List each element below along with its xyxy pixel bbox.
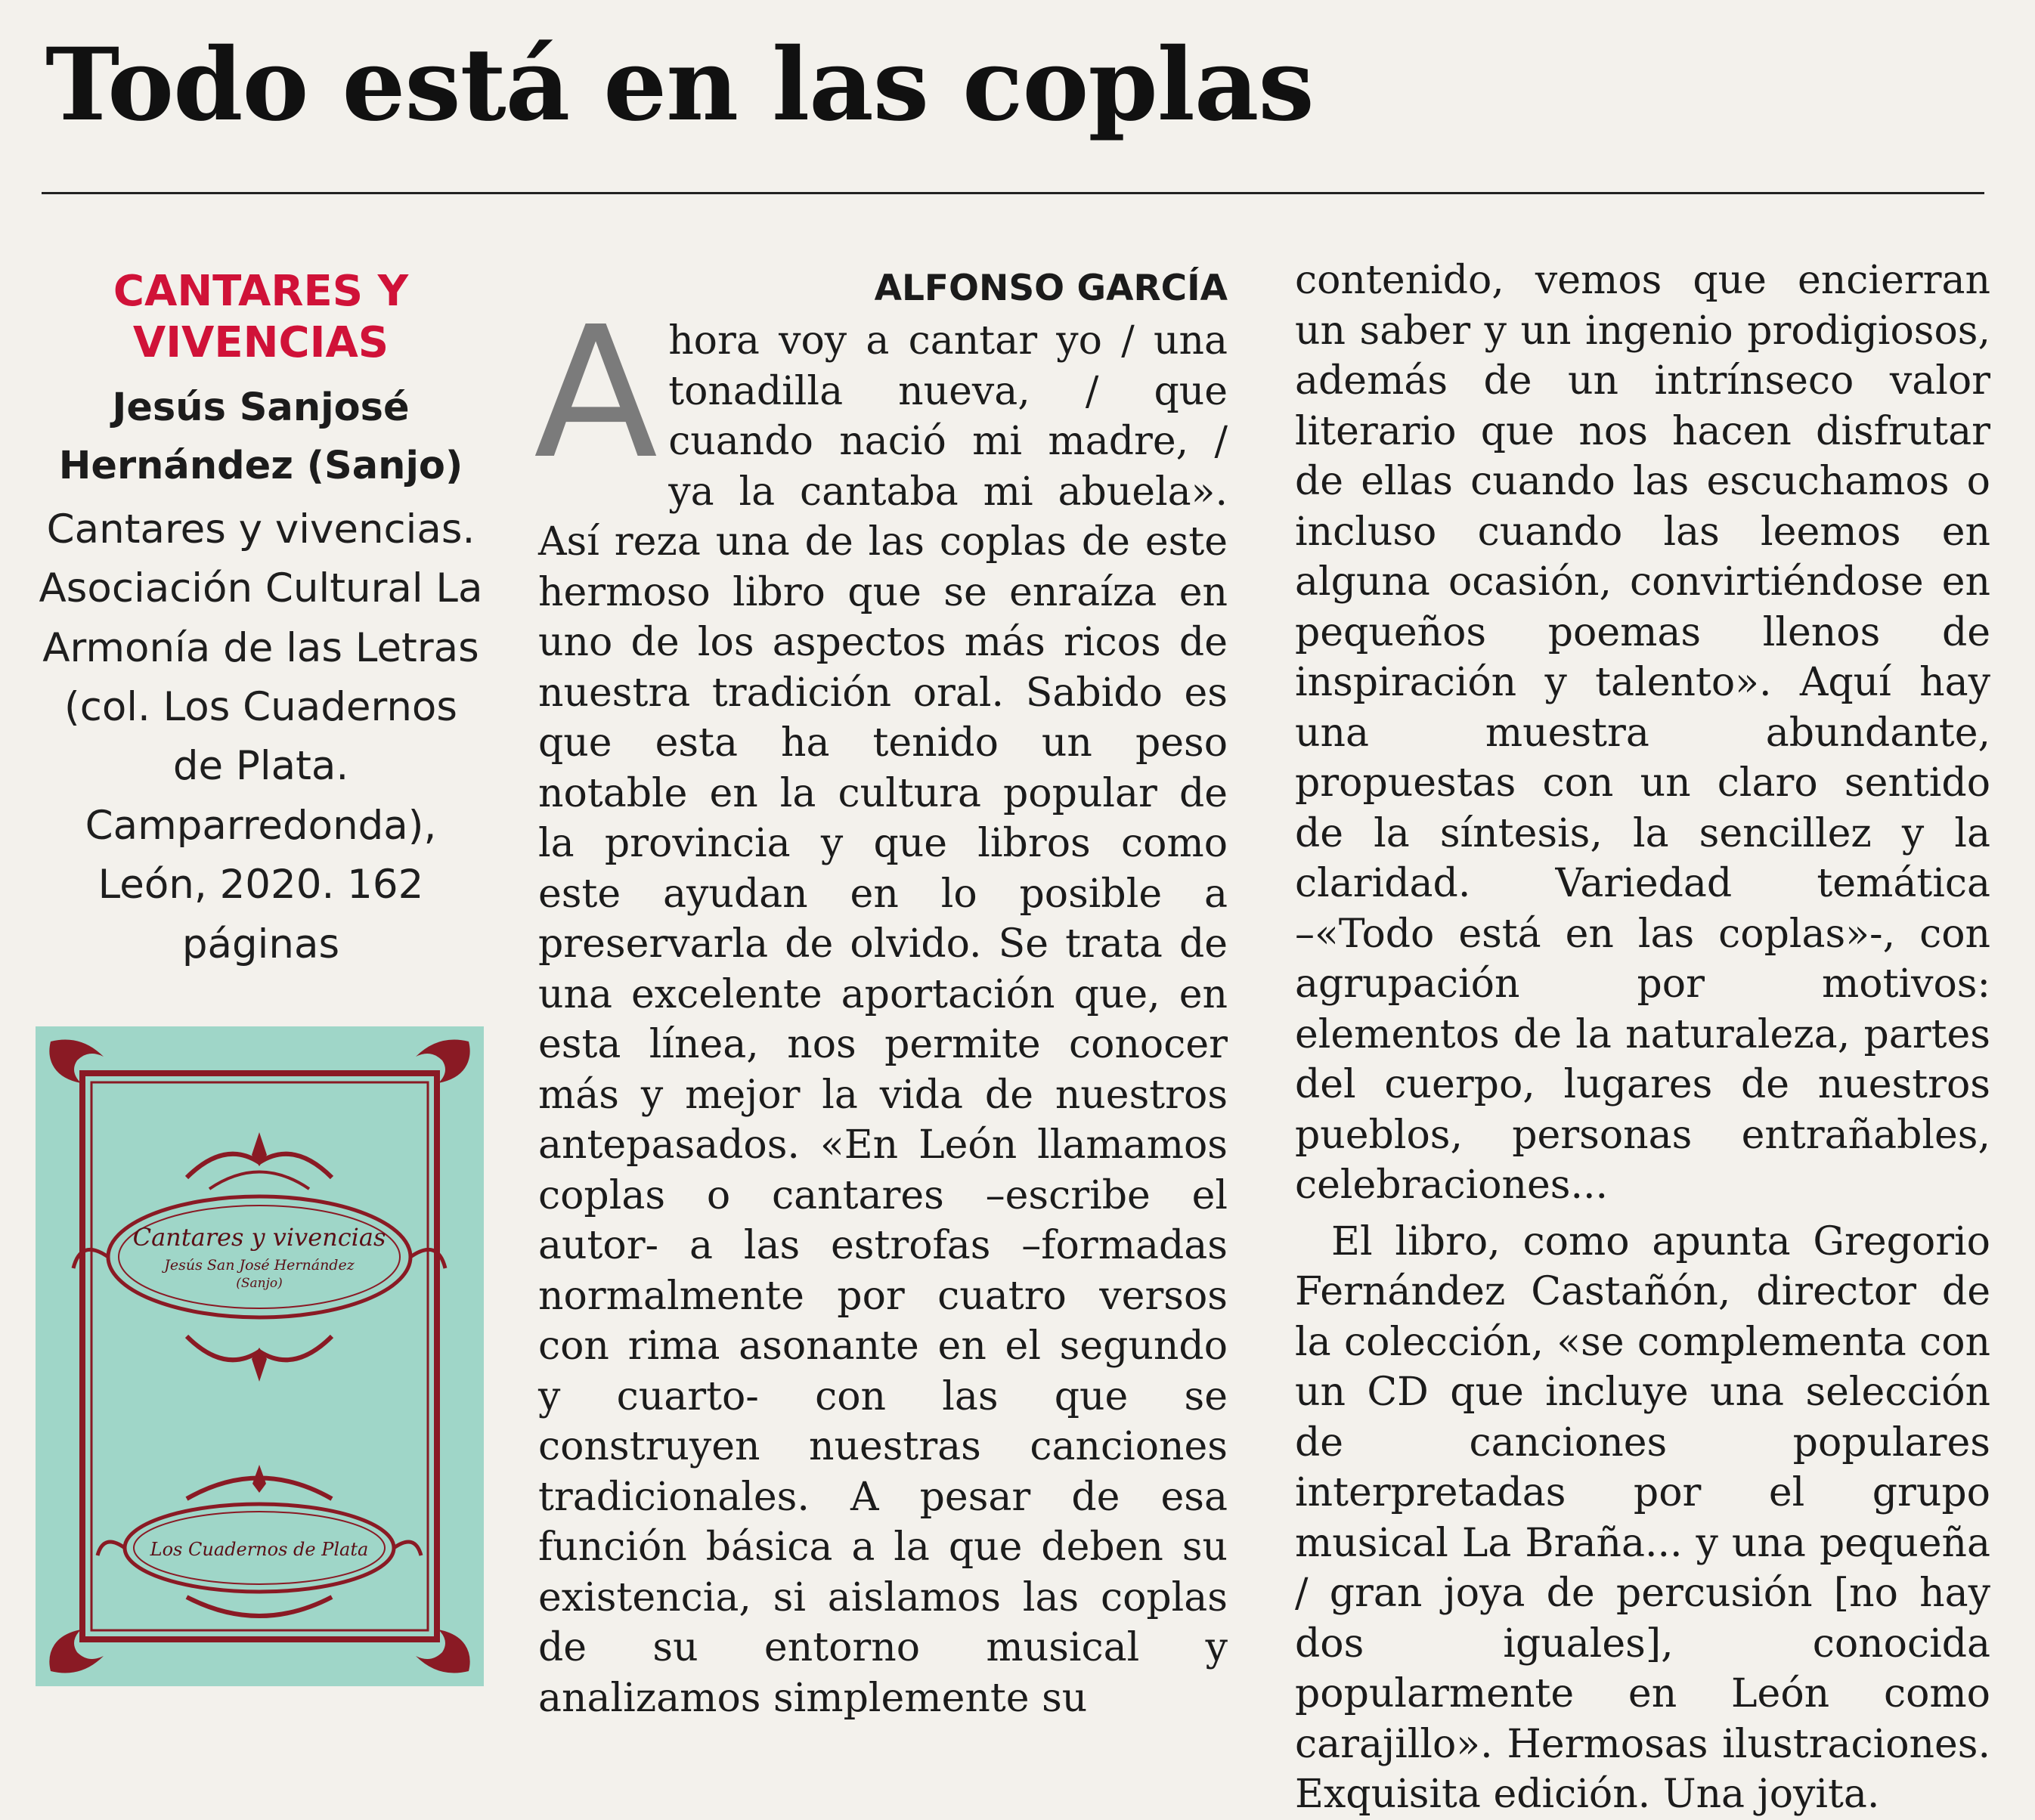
byline: ALFONSO GARCÍA: [874, 268, 1228, 309]
section-label: CANTARES Y VIVENCIAS: [113, 267, 409, 368]
book-cover-image: [36, 1026, 484, 1686]
book-info-sidebar: [38, 266, 484, 974]
book-author: Jesús Sanjosé Hernández (Sanjo): [58, 385, 463, 489]
headline-rule: [42, 192, 1984, 194]
cover-author-nick: (Sanjo): [236, 1276, 283, 1291]
headline: Todo está en las coplas: [45, 26, 1314, 144]
cover-author: Jesús San José Hernández: [164, 1257, 355, 1274]
book-details: Cantares y vivencias. Asociación Cultural La Armonía de las Letras (col. Los Cuadernos de Plata. Camparredonda), León, 2020. 162 páginas: [39, 506, 483, 967]
cover-series: Los Cuadernos de Plata: [150, 1539, 369, 1560]
paragraph-1-text: hora voy a cantar yo / una tonadilla nueva, / que cuando nació mi madre, / ya la cantaba mi abuela». Así reza una de las coplas de este hermoso libro que se enraíza en uno de los aspectos más ricos de nuestra tradición oral. Sabido es que esta ha tenido un peso notable en la cultura popular de la provincia y que libros como este ayudan en lo posible a preservarla de olvido. Se trata de una excelente aportación que, en esta línea, nos permite conocer más y mejor la vida de nuestros antepasados. «En León llamamos coplas o cantares –escribe el autor- a las estrofas –formadas normalmente por cuatro versos con rima asonante en el segundo y cuarto- con las que se construyen nuestras canciones tradicionales. A pesar de esa función básica a la que deben su existencia, si aislamos las coplas de su entorno musical y analizamos simplemente su: [538, 318, 1228, 1721]
article-column-2: [1295, 255, 1990, 1820]
cover-title: Cantares y vivencias: [132, 1223, 386, 1252]
drop-cap: A: [534, 287, 658, 499]
article-paragraph-2: El libro, como apunta Gregorio Fernández Castañón, director de la colección, «se complementa con un CD que incluye una selección de canciones populares interpretadas por el grupo musical La Braña... y una pequeña / gran joya de percusión [no hay dos iguales], conocida popularmente en León como carajillo». Hermosas ilustraciones. Exquisita edición. Una joyita.: [1295, 1218, 1990, 1817]
article-paragraph-1-continued: contenido, vemos que encierran un saber y un ingenio prodigiosos, además de un intrínseco valor literario que nos hacen disfrutar de ellas cuando las escuchamos o incluso cuando las leemos en alguna ocasión, convirtiéndose en pequeños poemas llenos de inspiración y talento». Aquí hay una muestra abundante, propuestas con un claro sentido de la síntesis, la sencillez y la claridad. Variedad temática –«Todo está en las coplas»-, con agrupación por motivos: elementos de la naturaleza, partes del cuerpo, lugares de nuestros pueblos, personas entrañables, celebraciones...: [1295, 258, 1990, 1208]
article-column-1: [534, 266, 1228, 1723]
